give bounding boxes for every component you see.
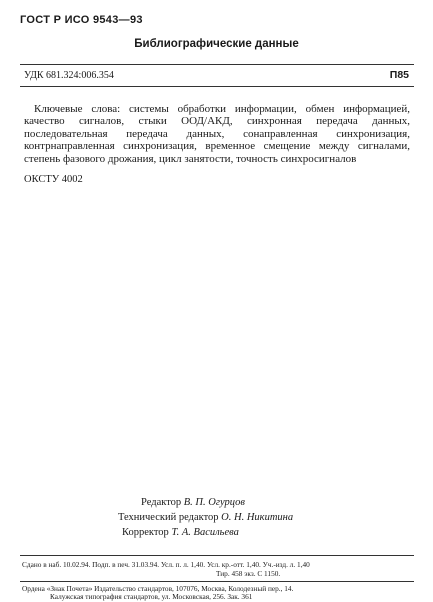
corrector-row: [118, 525, 293, 540]
corrector-label: Корректор: [122, 527, 169, 538]
editor-row: [118, 495, 293, 510]
divider-footer: [20, 581, 414, 582]
editor-label: Редактор: [141, 497, 182, 508]
publisher-footer: [22, 585, 414, 602]
credits-block: [118, 495, 293, 540]
publisher-line-2: Калужская типография стандартов, ул. Московская, 256. Зак. 361: [50, 592, 253, 602]
udk-code: УДК 681.324:006.354: [24, 70, 114, 81]
keywords-paragraph: Ключевые слова: системы обработки информации, обмен информацией, качество сигналов, стыки ООД/АКД, синхронная передача данных, последовательная передача данных, сонаправленная синхронизация, контрнаправленная синхронизация, временное смещение между сигналами, степень фазового дрожания, цикл занятости, точность синхросигналов: [24, 103, 410, 165]
tech-editor-name: О. Н. Никитина: [221, 512, 294, 523]
tech-editor-label: Технический редактор: [118, 512, 219, 523]
imprint-line-2: Тир. 458 экз. С 1150.: [216, 569, 281, 578]
publisher-line-1: Ордена «Знак Почета» Издательство стандартов, 107076, Москва, Колодезный пер., 14.: [22, 584, 294, 593]
standard-code: ГОСТ Р ИСО 9543—93: [20, 14, 143, 26]
divider-top: [20, 64, 414, 65]
imprint-line-1: Сдано в наб. 10.02.94. Подп. в печ. 31.03.94. Усл. п. л. 1,40. Усл. кр.-отт. 1,40. Уч.-изд. л. 1,40: [22, 560, 310, 569]
group-code: П85: [389, 69, 409, 81]
divider-imprint: [20, 555, 414, 556]
okstu-code: ОКСТУ 4002: [24, 174, 83, 185]
imprint-block: [22, 560, 414, 578]
section-title: Библиографические данные: [134, 38, 299, 50]
editor-name: В. П. Огурцов: [183, 497, 245, 508]
divider-udk: [20, 86, 414, 87]
tech-editor-row: [118, 510, 293, 525]
corrector-name: Т. А. Васильева: [171, 527, 239, 538]
